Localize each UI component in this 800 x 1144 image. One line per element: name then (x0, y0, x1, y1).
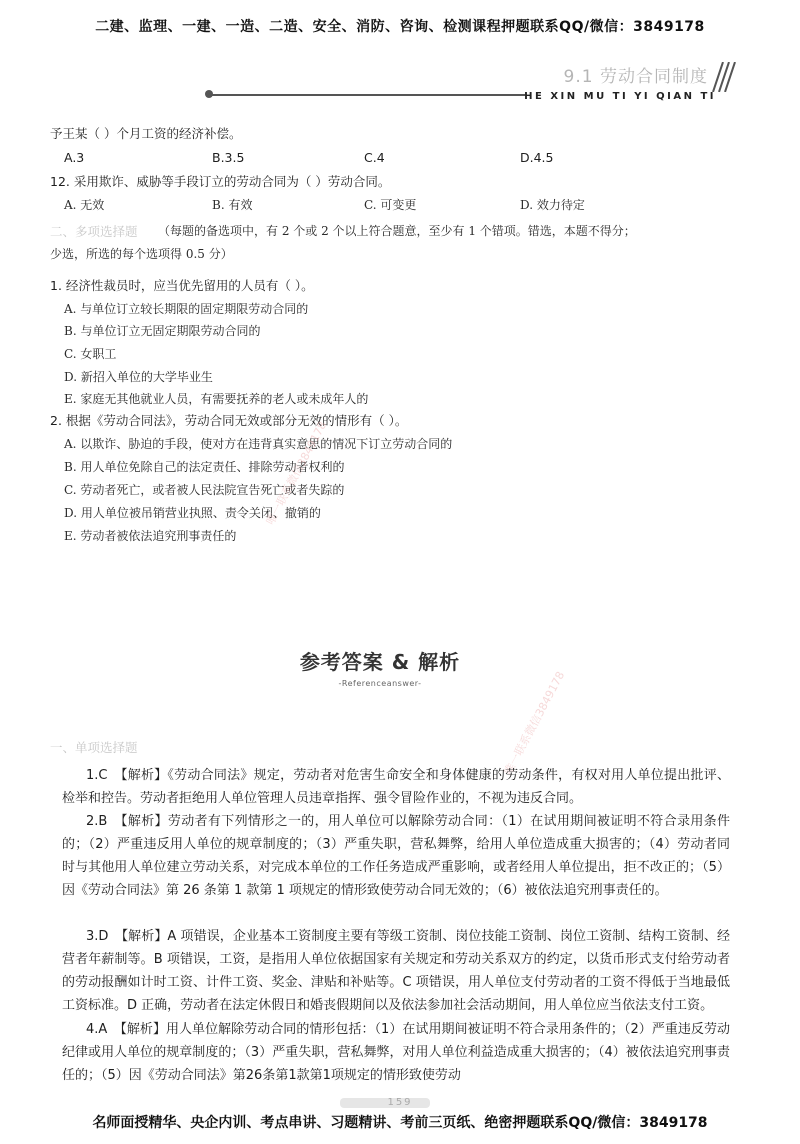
mq2-option-b: B. 用人单位免除自己的法定责任、排除劳动者权利的 (64, 460, 345, 474)
mq2-option-d: D. 用人单位被吊销营业执照、责令关闭、撤销的 (64, 506, 321, 520)
mq2-option-a: A. 以欺诈、胁迫的手段，使对方在违背真实意思的情况下订立劳动合同的 (64, 437, 453, 451)
answer-3-text: 3.D 【解析】A 项错误，企业基本工资制度主要有等级工资制、岗位技能工资制、岗位工资制、结构工资制、经营者年薪制等。B 项错误，工资，是指用人单位依据国家有关规定和劳动关系双方的约定，以货币形式支付给劳动者的劳动报酬如计时工资、计件工资、奖金、津贴和补贴等。C 项错误，用人单位支付劳动者的工资不得低于当地最低工资标准。D 正确，劳动者在法定休假日和婚丧假期间以及依法参加社会活动期间，用人单位应当依法支付工资。 (62, 929, 730, 1013)
mq1-option-b: B. 与单位订立无固定期限劳动合同的 (64, 324, 261, 338)
page-number: 159 (387, 1097, 413, 1108)
watermark-2: 唯一联系微信3849178 (501, 669, 568, 778)
header-hatch-decoration (705, 62, 737, 92)
top-banner: 二建、监理、一建、一造、二造、安全、消防、咨询、检测课程押题联系QQ/微信：3849178 (95, 19, 705, 35)
mq2-option-e: E. 劳动者被依法追究刑事责任的 (64, 529, 237, 543)
question-11-tail: 予王某（ ）个月工资的经济补偿。 (50, 126, 242, 141)
multi-choice-instruction-2: 少选，所选的每个选项得 0.5 分） (50, 247, 233, 261)
multi-choice-instruction-1: （每题的备选项中，有 2 个或 2 个以上符合题意，至少有 1 个错项。错选，本题不得分； (158, 224, 636, 238)
q12-option-c: C. 可变更 (364, 198, 417, 212)
q11-option-b: B.3.5 (212, 150, 245, 165)
q11-option-a: A.3 (64, 150, 85, 165)
multi-choice-heading: 二、多项选择题 (50, 224, 138, 239)
answer-2-text: 2.B 【解析】劳动者有下列情形之一的，用人单位可以解除劳动合同：（1）在试用期间被证明不符合录用条件的；（2）严重违反用人单位的规章制度的；（3）严重失职，营私舞弊，给用人单位造成重大损害的；（4）劳动者同时与其他用人单位建立劳动关系，对完成本单位的工作任务造成严重影响，或者经用人单位提出，拒不改正的；（5）因《劳动合同法》第 26 条第 1 款第 1 项规定的情形致使劳动合同无效的；（6）被依法追究刑事责任的。 (62, 814, 730, 898)
watermark-1: 唯一联系微信3849178 (263, 419, 330, 528)
section-subtitle: HE XIN MU TI YI QIAN TI (524, 91, 716, 102)
answer-4-text: 4.A 【解析】用人单位解除劳动合同的情形包括：（1）在试用期间被证明不符合录用条件的；（2）严重违反劳动纪律或用人单位的规章制度的；（3）严重失职，营私舞弊，对用人单位利益造成重大损害的；（4）被依法追究刑事责任的；（5）因《劳动合同法》第26条第1款第1项规定的情形致使劳动 (62, 1022, 730, 1083)
q11-option-c: C.4 (364, 150, 385, 165)
mq2-option-c: C. 劳动者死亡，或者被人民法院宣告死亡或者失踪的 (64, 483, 345, 497)
q12-option-a: A. 无效 (64, 198, 105, 212)
mq1-option-c: C. 女职工 (64, 347, 117, 361)
q12-option-d: D. 效力待定 (520, 198, 585, 212)
answers-section-heading: 一、单项选择题 (50, 740, 138, 755)
multi-question-1: 1. 经济性裁员时，应当优先留用的人员有（ ）。 (50, 278, 314, 293)
mq1-option-d: D. 新招入单位的大学毕业生 (64, 370, 213, 384)
q12-option-b: B. 有效 (212, 198, 253, 212)
answer-paragraph-4 (62, 1018, 730, 1087)
section-title: 9.1 劳动合同制度 (563, 67, 708, 87)
answers-title: 参考答案 & 解析 (299, 650, 461, 674)
answer-paragraph-3 (62, 925, 730, 1017)
header-rule (210, 94, 525, 96)
mq1-option-e: E. 家庭无其他就业人员，有需要抚养的老人或未成年人的 (64, 392, 369, 406)
answer-1-text: 1.C 【解析】《劳动合同法》规定，劳动者对危害生命安全和身体健康的劳动条件，有权对用人单位提出批评、检举和控告。劳动者拒绝用人单位管理人员违章指挥、强令冒险作业的，不视为违反合同。 (62, 768, 730, 806)
multi-question-2: 2. 根据《劳动合同法》，劳动合同无效或部分无效的情形有（ ）。 (50, 413, 408, 428)
q11-option-d: D.4.5 (520, 150, 554, 165)
question-12: 12. 采用欺诈、威胁等手段订立的劳动合同为（ ）劳动合同。 (50, 174, 391, 189)
mq1-option-a: A. 与单位订立较长期限的固定期限劳动合同的 (64, 302, 309, 316)
answer-paragraph-1 (62, 764, 730, 810)
answer-paragraph-2 (62, 810, 730, 902)
bottom-banner: 名师面授精华、央企内训、考点串讲、习题精讲、考前三页纸、绝密押题联系QQ/微信：3849178 (92, 1115, 708, 1131)
answers-subtitle: -Referenceanswer- (338, 679, 422, 688)
